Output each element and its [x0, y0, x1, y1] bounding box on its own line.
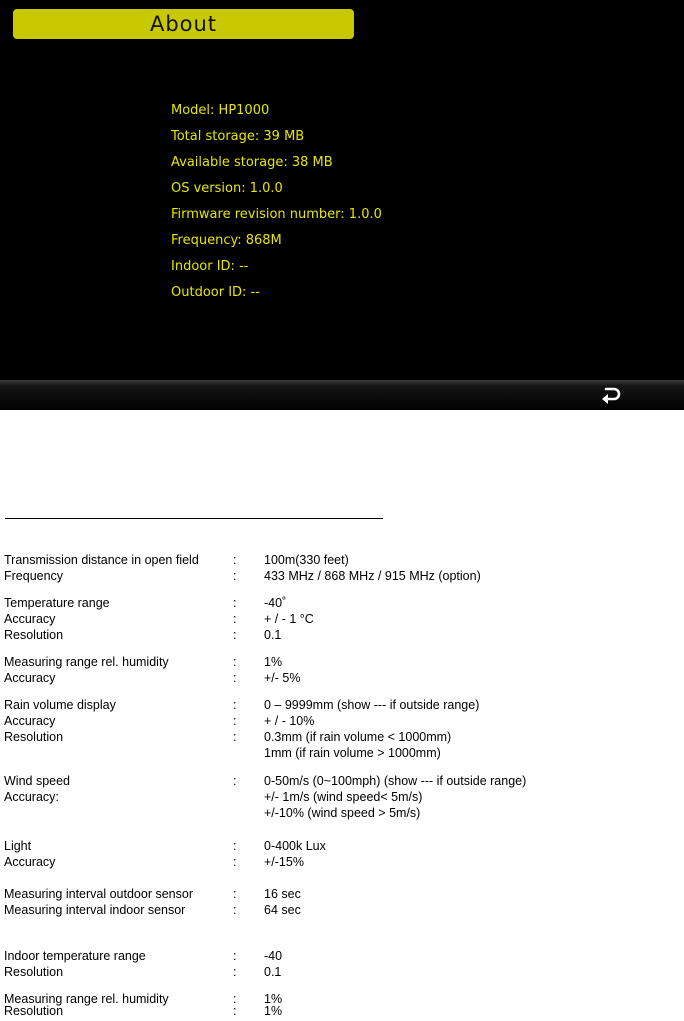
- spec-colon: :: [233, 855, 237, 869]
- back-button[interactable]: [597, 385, 625, 407]
- spec-label: Temperature range: [4, 596, 110, 610]
- spec-value: 16 sec: [264, 887, 301, 901]
- spec-label: Accuracy: [4, 855, 56, 869]
- bottom-bar: [0, 380, 684, 410]
- spec-label: Accuracy:: [4, 790, 59, 804]
- return-arrow-icon: [599, 384, 623, 409]
- spec-label: Measuring interval outdoor sensor: [4, 887, 193, 901]
- spec-label: Rain volume display: [4, 698, 116, 712]
- spec-label: Accuracy: [4, 714, 56, 728]
- spec-colon: :: [233, 569, 237, 583]
- info-outdoor-id: Outdoor ID: --: [171, 285, 260, 300]
- spec-value: 0.1: [264, 965, 282, 979]
- spec-colon: :: [233, 730, 237, 744]
- spec-value: +/-10% (wind speed > 5m/s): [264, 806, 421, 820]
- spec-value: 100m(330 feet): [264, 553, 349, 567]
- device-info-list: [171, 98, 382, 306]
- spec-colon: :: [233, 596, 237, 610]
- spec-value: +/-15%: [264, 855, 304, 869]
- spec-label: Light: [4, 839, 32, 853]
- info-os-version: OS version: 1.0.0: [171, 181, 283, 196]
- spec-label: Resolution: [4, 730, 64, 744]
- device-screen: [0, 0, 684, 410]
- spec-value: 0.3mm (if rain volume < 1000mm): [264, 730, 452, 744]
- spec-value: 1%: [264, 655, 283, 669]
- spec-label: Measuring range rel. humidity: [4, 992, 169, 1006]
- spec-value: 0.1: [264, 628, 282, 642]
- spec-value: 1%: [264, 992, 283, 1006]
- spec-colon: :: [233, 992, 237, 1006]
- spec-value: 1%: [264, 1004, 283, 1018]
- spec-value: -40: [264, 949, 283, 963]
- spec-label: Resolution: [4, 628, 64, 642]
- spec-label: Accuracy: [4, 612, 56, 626]
- spec-colon: :: [233, 903, 237, 917]
- spec-colon: :: [233, 965, 237, 979]
- spec-value: -40˚: [264, 596, 287, 610]
- spec-colon: :: [233, 1004, 237, 1018]
- spec-label: Measuring interval indoor sensor: [4, 903, 186, 917]
- spec-colon: :: [233, 774, 237, 788]
- spec-colon: :: [233, 887, 237, 901]
- spec-label: Transmission distance in open field: [4, 553, 199, 567]
- spec-label: Frequency: [4, 569, 64, 583]
- info-frequency: Frequency: 868M: [171, 233, 282, 248]
- info-firmware-revision: Firmware revision number: 1.0.0: [171, 207, 382, 222]
- spec-label: Measuring range rel. humidity: [4, 655, 169, 669]
- spec-value: + / - 10%: [264, 714, 315, 728]
- spec-value: + / - 1 °C: [264, 612, 314, 626]
- spec-value: 64 sec: [264, 903, 301, 917]
- info-available-storage: Available storage: 38 MB: [171, 155, 333, 170]
- section-divider: [5, 518, 383, 519]
- spec-value: 1mm (if rain volume > 1000mm): [264, 746, 441, 760]
- spec-label: Indoor temperature range: [4, 949, 146, 963]
- spec-value: 0-50m/s (0~100mph) (show --- if outside range): [264, 774, 527, 788]
- page-title: About: [149, 12, 218, 36]
- spec-colon: :: [233, 612, 237, 626]
- spec-label: Resolution: [4, 965, 64, 979]
- spec-value: 0 – 9999mm (show --- if outside range): [264, 698, 480, 712]
- spec-colon: :: [233, 949, 237, 963]
- spec-value: +/- 5%: [264, 671, 301, 685]
- spec-colon: :: [233, 698, 237, 712]
- spec-value: 433 MHz / 868 MHz / 915 MHz (option): [264, 569, 481, 583]
- spec-value: +/- 1m/s (wind speed< 5m/s): [264, 790, 423, 804]
- spec-label: Accuracy: [4, 671, 56, 685]
- about-banner: [13, 9, 354, 39]
- spec-value: 0-400k Lux: [264, 839, 326, 853]
- spec-label: Resolution: [4, 1004, 64, 1018]
- info-total-storage: Total storage: 39 MB: [171, 129, 305, 144]
- spec-colon: :: [233, 839, 237, 853]
- spec-colon: :: [233, 628, 237, 642]
- info-model: Model: HP1000: [171, 103, 270, 118]
- spec-colon: :: [233, 714, 237, 728]
- spec-colon: :: [233, 655, 237, 669]
- info-indoor-id: Indoor ID: --: [171, 259, 249, 274]
- spec-colon: :: [233, 553, 237, 567]
- spec-label: Wind speed: [4, 774, 71, 788]
- spec-colon: :: [233, 671, 237, 685]
